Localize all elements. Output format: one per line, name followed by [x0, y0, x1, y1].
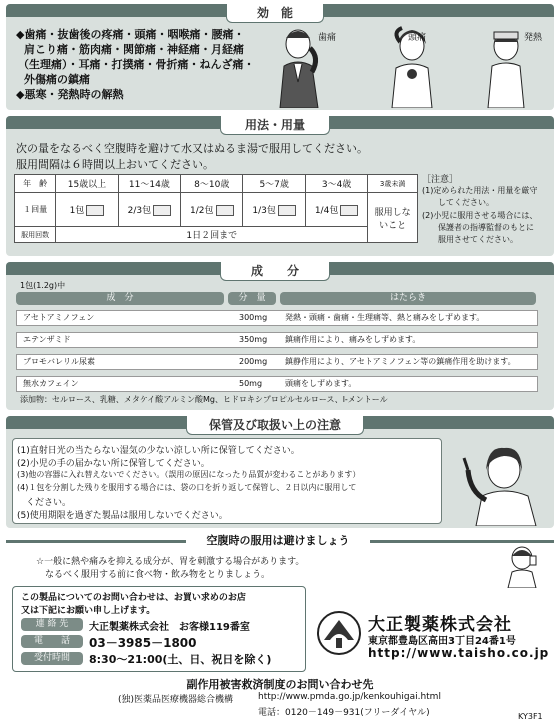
header-effect: はたらき: [280, 292, 536, 305]
dosage-table: [14, 174, 418, 243]
dose-cell: 1包: [56, 193, 118, 227]
dosage-intro-2: 服用間隔は６時間以上おいてください。: [16, 158, 214, 171]
packet-icon: [86, 205, 104, 216]
company-logo: [316, 610, 362, 656]
effects-line: 外傷痛の鎮痛: [24, 73, 90, 86]
relief-url[interactable]: http://www.pmda.go.jp/kenkouhigai.html: [258, 692, 441, 702]
ingredient-row: アセトアミノフェン 300mg 発熱・頭痛・歯痛・生理痛等、熱と痛みをしずめます。: [16, 310, 538, 326]
effects-text-box: [12, 24, 258, 104]
note-line: 服用させてください。: [422, 235, 518, 244]
relief-title: 副作用被害救済制度のお問い合わせ先: [186, 678, 374, 691]
ingredients-section: [6, 262, 554, 410]
contact-box: [12, 586, 306, 672]
age-cell: 11〜14歳: [118, 175, 180, 193]
age-cell: 3歳未満: [368, 175, 418, 193]
dose-cell: 1/3包: [243, 193, 305, 227]
storage-item: (1)直射日光の当たらない湿気の少ない涼しい所に保管してください。: [17, 446, 300, 456]
label-fever: 発熱: [524, 33, 543, 43]
storage-section: [6, 416, 554, 528]
row-label-frequency: 服用回数: [15, 227, 56, 243]
storage-title: 保管及び取扱い上の注意: [186, 416, 364, 435]
dose-cell: 1/2包: [181, 193, 243, 227]
relief-org: (独)医薬品医療機器総合機構: [118, 695, 234, 705]
packet-icon: [216, 205, 234, 216]
header-amount: 分 量: [228, 292, 276, 305]
effects-line: 肩こり痛・筋肉痛・関節痛・神経痛・月経痛: [24, 43, 244, 56]
dosage-intro-1: 次の量をなるべく空腹時を避けて水又はぬるま湯で服用してください。: [16, 142, 368, 155]
empty-stomach-line: なるべく服用する前に食べ物・飲み物をとりましょう。: [36, 570, 271, 580]
dose-cell: 2/3包: [118, 193, 180, 227]
contact-line: この製品についてのお問い合わせは、お買い求めのお店: [21, 593, 246, 603]
contact-line: 又は下記にお願い申し上げます。: [21, 606, 156, 616]
age-cell: 8〜10歳: [181, 175, 243, 193]
contact-phone: 03－3985－1800: [89, 636, 197, 650]
storage-box: [12, 438, 442, 524]
row-label-age: 年 齢: [15, 175, 56, 193]
product-code: KY3F1: [518, 712, 543, 721]
company-url[interactable]: http://www.taisho.co.jp: [368, 646, 550, 660]
dosage-section: [6, 116, 554, 256]
effects-title: 効 能: [226, 4, 324, 23]
contact-value: 大正製薬株式会社 お客様119番室: [89, 622, 250, 633]
age-cell: 3〜4歳: [305, 175, 367, 193]
header-name: 成 分: [16, 292, 224, 305]
effects-section: [6, 4, 554, 110]
age-cell: 5〜7歳: [243, 175, 305, 193]
ingredients-additives: 添加物：セルロース、乳糖、メタケイ酸アルミン酸Mg、ヒドロキシプロピルセルロース、l-メントール: [20, 395, 388, 404]
packet-icon: [278, 205, 296, 216]
label-headache: 頭痛: [408, 33, 427, 43]
dosage-notes: [422, 170, 548, 246]
ingredient-row: ブロモバレリル尿素 200mg 鎮静作用により、アセトアミノフェン等の鎮痛作用を助けます。: [16, 354, 538, 370]
storage-item: (4)１包を分割した残りを服用する場合には、袋の口を折り返して保管し、２日以内に服用して: [17, 483, 357, 492]
packet-icon: [340, 205, 358, 216]
row-label-dose: １回量: [15, 193, 56, 227]
company-address: 東京都豊島区高田3丁目24番1号: [368, 636, 516, 647]
contact-hours: 8:30～21:00(土、日、祝日を除く): [89, 653, 272, 666]
relief-phone: 電話：0120－149－931(フリーダイヤル): [258, 708, 430, 718]
storage-item: ください。: [17, 498, 72, 508]
illustration-drinking-woman: [498, 542, 548, 588]
note-line: (2)小児に服用させる場合には、: [422, 211, 538, 220]
empty-stomach-section: [6, 532, 554, 582]
effects-line: （生理痛）・耳痛・打撲痛・骨折痛・ねんざ痛・: [18, 58, 255, 71]
dose-cell-no-use: 服用しないこと: [368, 193, 418, 243]
label-toothache: 歯痛: [318, 33, 337, 43]
dosage-title: 用法・用量: [220, 116, 330, 135]
storage-item: (3)他の容器に入れ替えないでください。（誤用の原因になったり品質が変わることがあります）: [17, 470, 361, 479]
ingredients-per: 1包(1.2g)中: [20, 281, 66, 290]
packet-icon: [153, 205, 171, 216]
ingredient-row: エテンザミド 350mg 鎮痛作用により、痛みをしずめます。: [16, 332, 538, 348]
contact-label: 受付時間: [21, 652, 83, 665]
frequency-cell: 1日２回まで: [56, 227, 368, 243]
effects-line: ◆歯痛・抜歯後の疼痛・頭痛・咽喉痛・腰痛・: [16, 28, 245, 41]
age-cell: 15歳以上: [56, 175, 118, 193]
notes-title: ［注意］: [422, 175, 459, 185]
ingredient-row: 無水カフェイン 50mg 頭痛をしずめます。: [16, 376, 538, 392]
storage-item: (2)小児の手の届かない所に保管してください。: [17, 459, 210, 469]
effects-line: ◆悪寒・発熱時の解熱: [16, 88, 124, 101]
note-line: 保護者の指導監督のもとに: [422, 223, 534, 232]
empty-stomach-line: ☆一般に熱や痛みを抑える成分が、胃を刺激する場合があります。: [36, 557, 305, 567]
storage-item: (5)使用期限を過ぎた製品は服用しないでください。: [17, 511, 228, 521]
contact-label: 電 話: [21, 635, 83, 648]
illustration-pointing-woman: [446, 440, 550, 526]
empty-stomach-title: 空腹時の服用は避けましょう: [186, 532, 370, 550]
company-name: 大正製薬株式会社: [368, 615, 512, 635]
note-line: してください。: [422, 198, 494, 207]
dose-cell: 1/4包: [305, 193, 367, 227]
contact-label: 連 絡 先: [21, 618, 83, 631]
ingredients-title: 成 分: [220, 262, 330, 281]
note-line: (1)定められた用法・用量を厳守: [422, 186, 538, 195]
